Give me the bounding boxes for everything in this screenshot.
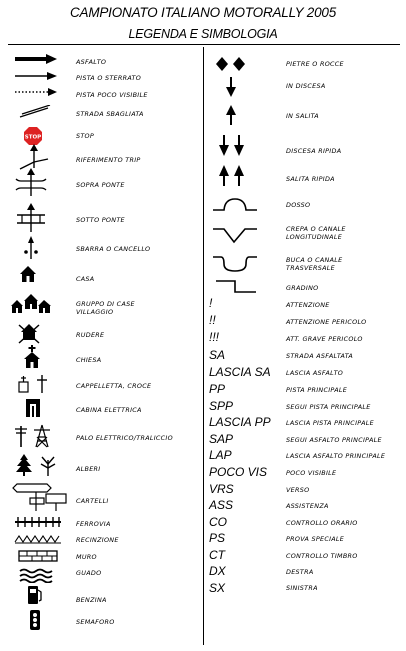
dirt-track-arrow-icon bbox=[14, 71, 58, 81]
abbreviation-label: POCO VISIBILE bbox=[286, 469, 337, 477]
wrong-road-icon bbox=[18, 105, 52, 119]
abbreviation-label: ATTENZIONE bbox=[286, 301, 330, 309]
legend-label: CARTELLI bbox=[76, 497, 109, 505]
abbreviation-label: ASSISTENZA bbox=[286, 502, 329, 510]
legend-label: DOSSO bbox=[286, 201, 311, 209]
legend-label: ASFALTO bbox=[76, 58, 107, 66]
abbreviation-code: VRS bbox=[209, 482, 234, 496]
abbreviation-code: SA bbox=[209, 348, 226, 362]
abbreviation-label: CONTROLLO ORARIO bbox=[286, 519, 358, 527]
legend-label: SBARRA O CANCELLO bbox=[76, 245, 151, 253]
legend-label: GRADINO bbox=[286, 284, 319, 292]
legend-label: CHIESA bbox=[76, 356, 102, 364]
legend-label: FERROVIA bbox=[76, 520, 111, 528]
abbreviation-code: DX bbox=[209, 564, 226, 578]
legend-label: DISCESA RIPIDA bbox=[286, 147, 342, 155]
legend-label: SOTTO PONTE bbox=[76, 216, 125, 224]
house-icon bbox=[19, 265, 37, 283]
legend-label: CREPA O CANALE LONGITUDINALE bbox=[286, 225, 346, 241]
legend-label: SEMAFORO bbox=[76, 618, 115, 626]
abbreviation-code: !!! bbox=[209, 330, 220, 344]
wall-icon bbox=[18, 550, 58, 562]
legend-label: PIETRE O ROCCE bbox=[286, 60, 344, 68]
abbreviation-code: LASCIA SA bbox=[209, 365, 271, 379]
legend-label: RUDERE bbox=[76, 331, 105, 339]
abbreviation-code: LAP bbox=[209, 448, 232, 462]
page-subtitle: LEGENDA E SIMBOLOGIA bbox=[128, 27, 278, 41]
abbreviation-code: !! bbox=[209, 313, 216, 327]
legend-label: BENZINA bbox=[76, 596, 107, 604]
trees-icon bbox=[14, 452, 60, 476]
abbreviation-label: VERSO bbox=[286, 486, 310, 494]
traffic-light-icon bbox=[29, 609, 41, 631]
over-bridge-icon bbox=[14, 168, 48, 198]
legend-label: CAPPELLETTA, CROCE bbox=[76, 382, 152, 390]
abbreviation-label: LASCIA PISTA PRINCIPALE bbox=[286, 419, 374, 427]
legend-label: GUADO bbox=[76, 569, 102, 577]
page-title: CAMPIONATO ITALIANO MOTORALLY 2005 bbox=[69, 5, 337, 20]
abbreviation-label: STRADA ASFALTATA bbox=[286, 352, 354, 360]
abbreviation-label: SEGUI PISTA PRINCIPALE bbox=[286, 403, 371, 411]
fence-icon bbox=[14, 534, 62, 544]
steep-downhill-icon bbox=[218, 134, 246, 158]
legend-label: STRADA SBAGLIATA bbox=[76, 110, 144, 118]
abbreviation-code: PP bbox=[209, 382, 226, 396]
abbreviation-label: LASCIA ASFALTO PRINCIPALE bbox=[286, 452, 386, 460]
abbreviation-code: SPP bbox=[209, 399, 234, 413]
bump-icon bbox=[212, 196, 258, 214]
power-pole-icon bbox=[12, 424, 56, 448]
legend-label: PISTA O STERRATO bbox=[76, 74, 142, 82]
legend-label: GRUPPO DI CASE VILLAGGIO bbox=[76, 300, 135, 316]
abbreviation-code: POCO VIS bbox=[209, 465, 268, 479]
legend-label: SOPRA PONTE bbox=[76, 181, 125, 189]
faint-track-arrow-icon bbox=[14, 87, 58, 97]
legend-label: MURO bbox=[76, 553, 97, 561]
abbreviation-label: SINISTRA bbox=[286, 584, 318, 592]
legend-label: CASA bbox=[76, 275, 95, 283]
electric-cabin-icon bbox=[25, 398, 41, 418]
village-icon bbox=[10, 293, 52, 315]
legend-label: STOP bbox=[76, 132, 95, 140]
legend-label: ALBERI bbox=[76, 465, 101, 473]
trench-icon bbox=[212, 252, 258, 274]
rocks-icon bbox=[215, 56, 247, 72]
abbreviation-code: PS bbox=[209, 531, 226, 545]
asphalt-arrow-icon bbox=[14, 54, 58, 64]
legend-label: SALITA RIPIDA bbox=[286, 175, 335, 183]
downhill-icon bbox=[225, 76, 237, 98]
signs-icon bbox=[12, 478, 68, 512]
chapel-cross-icon bbox=[18, 374, 50, 394]
abbreviation-code: SX bbox=[209, 581, 226, 595]
legend-label: PISTA POCO VISIBILE bbox=[76, 91, 148, 99]
ruin-icon bbox=[18, 322, 40, 344]
step-icon bbox=[215, 278, 257, 296]
header-divider bbox=[8, 44, 400, 45]
abbreviation-code: LASCIA PP bbox=[209, 415, 271, 429]
column-divider bbox=[203, 47, 204, 645]
abbreviation-label: PROVA SPECIALE bbox=[286, 535, 345, 543]
legend-label: IN SALITA bbox=[286, 112, 319, 120]
abbreviation-code: ! bbox=[209, 296, 213, 310]
abbreviation-label: SEGUI ASFALTO PRINCIPALE bbox=[286, 436, 382, 444]
legend-label: PALO ELETTRICO/TRALICCIO bbox=[76, 434, 173, 442]
steep-uphill-icon bbox=[218, 164, 246, 188]
uphill-icon bbox=[225, 104, 237, 126]
abbreviation-label: CONTROLLO TIMBRO bbox=[286, 552, 358, 560]
abbreviation-label: LASCIA ASFALTO bbox=[286, 369, 344, 377]
abbreviation-code: ASS bbox=[209, 498, 234, 512]
abbreviation-code: CT bbox=[209, 548, 225, 562]
legend-label: CABINA ELETTRICA bbox=[76, 406, 142, 414]
svg-text:STOP: STOP bbox=[24, 134, 42, 141]
gate-bar-icon bbox=[18, 236, 44, 260]
abbreviation-code: SAP bbox=[209, 432, 234, 446]
abbreviation-code: CO bbox=[209, 515, 227, 529]
legend-label: IN DISCESA bbox=[286, 82, 326, 90]
legend-label: BUCA O CANALE TRASVERSALE bbox=[286, 256, 343, 272]
abbreviation-label: DESTRA bbox=[286, 568, 314, 576]
under-bridge-icon bbox=[14, 203, 48, 233]
fuel-pump-icon bbox=[26, 584, 44, 606]
abbreviation-label: PISTA PRINCIPALE bbox=[286, 386, 348, 394]
railway-icon bbox=[14, 517, 62, 527]
stop-sign-icon bbox=[23, 126, 43, 146]
ford-icon bbox=[18, 567, 54, 583]
legend-label: RECINZIONE bbox=[76, 536, 119, 544]
church-icon bbox=[22, 345, 42, 369]
legend-label: RIFERIMENTO TRIP bbox=[76, 156, 141, 164]
abbreviation-label: ATTENZIONE PERICOLO bbox=[286, 318, 367, 326]
dip-icon bbox=[212, 224, 258, 246]
abbreviation-label: ATT. GRAVE PERICOLO bbox=[286, 335, 363, 343]
